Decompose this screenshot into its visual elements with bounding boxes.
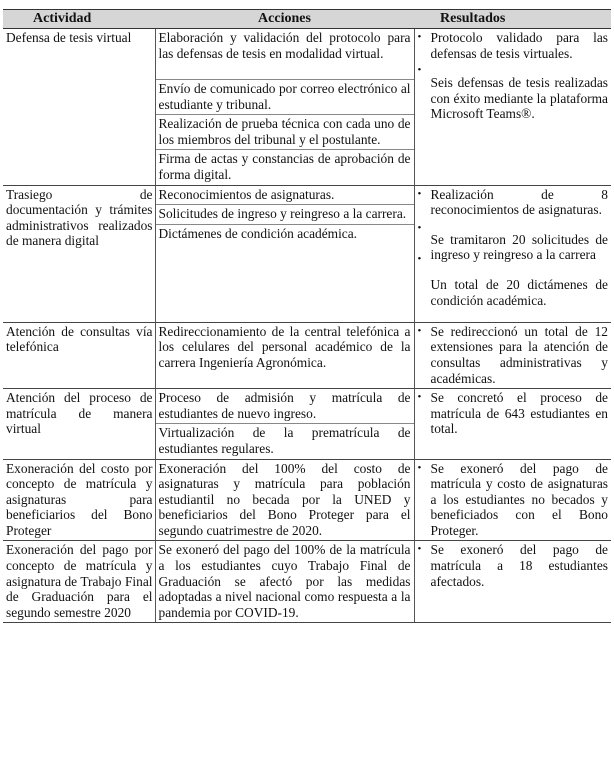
bullet-icon: • bbox=[417, 187, 422, 200]
resultados-cell bbox=[414, 389, 611, 459]
bullet-icon: • bbox=[417, 221, 422, 234]
resultados-cell bbox=[414, 322, 611, 388]
actividad-cell: Exoneración del pago por concepto de matrícula y asignatura de Trabajo Final de Graduación para el segundo semestre 2020 bbox=[3, 541, 155, 623]
header-resultados: Resultados bbox=[414, 10, 611, 29]
table-row bbox=[3, 185, 611, 205]
bullet-icon: • bbox=[417, 324, 422, 337]
resultado-text: Protocolo validado para las defensas de tesis virtuales. bbox=[430, 30, 608, 61]
accion-cell: Elaboración y validación del protocolo para las defensas de tesis en modalidad virtual. bbox=[155, 29, 414, 80]
accion-cell: Dictámenes de condición académica. bbox=[155, 224, 414, 322]
resultado-text: Se tramitaron 20 solicitudes de ingreso y reingreso a la carrera bbox=[430, 231, 608, 263]
accion-cell: Realización de prueba técnica con cada uno de los miembros del tribunal y el postulante. bbox=[155, 115, 414, 150]
resultados-cell bbox=[414, 459, 611, 541]
resultado-text: Se exoneró del pago de matrícula a 18 estudiantes afectados. bbox=[430, 542, 608, 589]
bullet-icon: • bbox=[417, 31, 422, 43]
table-row bbox=[3, 29, 611, 80]
resultado-text: Seis defensas de tesis realizadas con éxito mediante la plataforma Microsoft Teams®. bbox=[430, 75, 608, 122]
accion-cell: Virtualización de la prematrícula de estudiantes regulares. bbox=[155, 424, 414, 459]
table-row bbox=[3, 541, 611, 623]
header-row bbox=[3, 10, 611, 29]
resultado-text: Se exoneró del pago de matrícula y costo de asignaturas a los estudiantes no becados y beneficiados con el Bono Proteger. bbox=[430, 460, 608, 538]
actions-results-table bbox=[3, 9, 611, 623]
accion-cell: Redireccionamiento de la central telefónica a los celulares del personal académico de la carrera Ingeniería Agronómica. bbox=[155, 322, 414, 388]
accion-cell: Envío de comunicado por correo electrónico al estudiante y tribunal. bbox=[155, 80, 414, 115]
actividad-cell: Atención de consultas vía telefónica bbox=[3, 322, 155, 388]
table-row bbox=[3, 389, 611, 424]
resultados-cell bbox=[414, 185, 611, 322]
accion-cell: Solicitudes de ingreso y reingreso a la carrera. bbox=[155, 205, 414, 225]
table-row bbox=[3, 459, 611, 541]
actividad-cell: Exoneración del costo por concepto de matrícula y asignaturas para beneficiarios del Bono Proteger bbox=[3, 459, 155, 541]
bullet-icon: • bbox=[417, 64, 422, 76]
accion-cell: Exoneración del 100% del costo de asignaturas y matrícula para población estudiantil no becada por la UNED y beneficiarios del Bono Proteger para el segundo cuatrimestre de 2020. bbox=[155, 459, 414, 541]
resultados-cell bbox=[414, 29, 611, 186]
resultado-text: Se redireccionó un total de 12 extensiones para la atención de consultas administrativas y académicas. bbox=[430, 323, 608, 386]
actividad-cell: Atención del proceso de matrícula de manera virtual bbox=[3, 389, 155, 459]
header-acciones: Acciones bbox=[155, 10, 414, 29]
bullet-icon: • bbox=[417, 461, 422, 474]
accion-cell: Proceso de admisión y matrícula de estudiantes de nuevo ingreso. bbox=[155, 389, 414, 424]
accion-cell: Firma de actas y constancias de aprobación de forma digital. bbox=[155, 150, 414, 185]
header-actividad: Actividad bbox=[3, 10, 155, 29]
resultado-text: Realización de 8 reconocimientos de asignaturas. bbox=[430, 186, 608, 218]
bullet-icon: • bbox=[417, 543, 422, 556]
accion-cell: Reconocimientos de asignaturas. bbox=[155, 185, 414, 205]
resultado-text: Se concretó el proceso de matrícula de 643 estudiantes en total. bbox=[430, 390, 608, 437]
bullet-icon: • bbox=[417, 391, 422, 404]
resultado-text: Un total de 20 dictámenes de condición académica. bbox=[430, 276, 608, 308]
actividad-cell: Defensa de tesis virtual bbox=[3, 29, 155, 186]
accion-cell: Se exoneró del pago del 100% de la matrícula a los estudiantes cuyo Trabajo Final de Graduación se afectó por las medidas adoptadas a nivel nacional como respuesta a la pandemia por COVID-19. bbox=[155, 541, 414, 623]
resultados-cell bbox=[414, 541, 611, 623]
bullet-icon: • bbox=[417, 252, 422, 265]
table-row bbox=[3, 322, 611, 388]
actividad-cell: Trasiego de documentación y trámites administrativos realizados de manera digital bbox=[3, 185, 155, 322]
